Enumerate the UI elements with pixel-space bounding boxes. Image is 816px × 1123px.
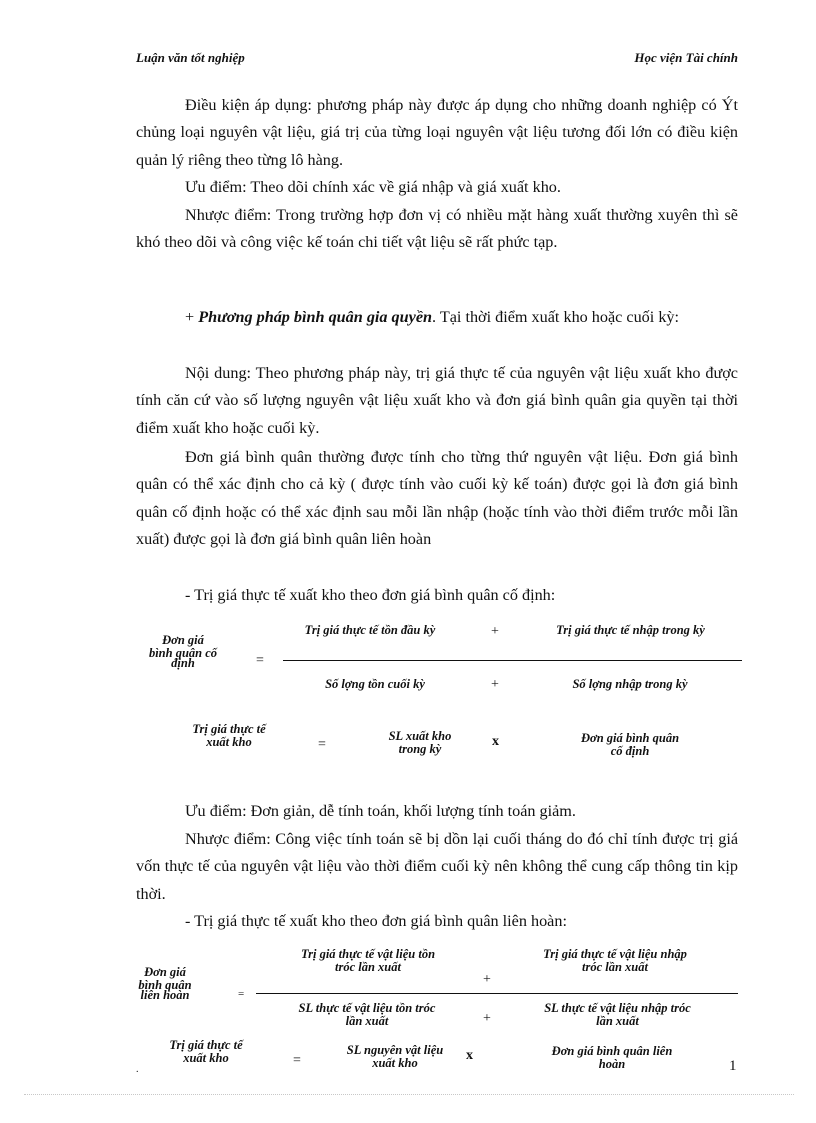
page-bottom-divider xyxy=(24,1094,794,1095)
method-title: Phương pháp bình quân gia quyền xyxy=(198,308,433,326)
formula1-equals: = xyxy=(256,653,264,668)
formula2-operand-a-line1: SL xuất kho xyxy=(388,729,452,743)
paragraph-disadvantages: Nhược điểm: Trong trường hợp đơn vị có nhiều mặt hàng xuất thường xuyên thì sẽ khó theo dõi và công việc kế toán chi tiết vật liệu sẽ rất phức tạp. xyxy=(136,206,738,252)
formula2-lhs xyxy=(170,723,288,749)
formula3-lhs-line3: liên hoàn xyxy=(140,988,190,1002)
paragraph-fixed-average-heading: - Trị giá thực tế xuất kho theo đơn giá bình quân cố định: xyxy=(185,586,556,604)
formula3-numerator-b-line2: tróc lần xuất xyxy=(582,960,648,974)
formula1-denominator-b: Số lợng nhập trong kỳ xyxy=(572,677,688,691)
formula3-denominator-a-line2: lần xuất xyxy=(345,1014,389,1028)
formula2-operand-b-line2: cố định xyxy=(610,744,650,758)
formula4-lhs-line2: xuất kho xyxy=(183,1051,229,1065)
formula3-denominator-a xyxy=(262,1002,472,1028)
formula1-denominator-a: Số lợng tồn cuối kỳ xyxy=(325,677,425,691)
formula3-numerator-b xyxy=(510,948,720,974)
formula3-numerator-a-line2: tróc lần xuất xyxy=(335,960,401,974)
method-rest: . Tại thời điểm xuất kho hoặc cuối kỳ: xyxy=(432,308,680,326)
paragraph-weighted-average-method xyxy=(136,304,738,331)
formula4-times: x xyxy=(466,1048,473,1063)
paragraph-advantages: Ưu điểm: Theo dõi chính xác về giá nhập và giá xuất kho. xyxy=(185,178,561,196)
formula3-denominator-b xyxy=(510,1002,725,1028)
formula3-numerator-b-line1: Trị giá thực tế vật liệu nhập xyxy=(543,947,687,961)
formula3-lhs-line1: Đơn giá xyxy=(144,965,186,979)
formula2-operand-a-line2: trong kỳ xyxy=(398,742,442,756)
formula3-numerator-plus: + xyxy=(483,972,491,987)
formula1-numerator-b: Trị giá thực tế nhập trong kỳ xyxy=(556,623,705,637)
formula3-denominator-plus: + xyxy=(483,1011,491,1026)
formula4-operand-b-line2: hoàn xyxy=(598,1057,626,1071)
formula1-lhs-line3: định xyxy=(171,656,195,670)
header-left-title: Luận văn tốt nghiệp xyxy=(136,50,245,65)
formula4-operand-a-line1: SL nguyên vật liệu xyxy=(346,1043,444,1057)
paragraph-advantages-2: Ưu điểm: Đơn giản, dễ tính toán, khối lượng tính toán giảm. xyxy=(185,802,576,820)
formula2-operand-b xyxy=(555,732,705,758)
formula4-operand-a xyxy=(320,1044,470,1070)
formula1-numerator-a: Trị giá thực tế tồn đầu kỳ xyxy=(304,623,436,637)
formula4-equals: = xyxy=(293,1053,301,1068)
formula4-operand-b-line1: Đơn giá bình quân liên xyxy=(551,1044,673,1058)
formula1-fraction-bar xyxy=(283,660,742,661)
page-number: 1 xyxy=(729,1058,737,1074)
paragraph-content: Nội dung: Theo phương pháp này, trị giá thực tế của nguyên vật liệu xuất kho được tính căn cứ vào số lượng nguyên vật liệu xuất kho và đơn giá bình quân gia quyền tại thời điểm xuất kho hoặc cuối kỳ. xyxy=(136,364,738,437)
footer-dot: . xyxy=(136,1064,139,1075)
formula2-operand-a xyxy=(360,730,480,756)
formula2-operand-b-line1: Đơn giá bình quân xyxy=(580,731,680,745)
formula2-lhs-line1: Trị giá thực tế xyxy=(192,722,266,736)
formula3-denominator-b-line1: SL thực tế vật liệu nhập tróc xyxy=(544,1001,691,1015)
formula1-lhs-line2: bình quân cố xyxy=(148,646,218,660)
formula2-times: x xyxy=(492,734,499,749)
formula4-lhs xyxy=(148,1039,264,1065)
formula4-lhs-line1: Trị giá thực tế xyxy=(169,1038,243,1052)
formula3-equals: = xyxy=(238,988,245,1000)
formula2-lhs-line2: xuất kho xyxy=(206,735,252,749)
formula1-denominator-plus: + xyxy=(491,677,499,692)
formula1-numerator-plus: + xyxy=(491,624,499,639)
formula3-numerator-a xyxy=(268,948,468,974)
formula3-lhs xyxy=(130,966,200,1002)
paragraph-moving-average-heading: - Trị giá thực tế xuất kho theo đơn giá bình quân liên hoàn: xyxy=(185,912,567,930)
paragraph-disadvantages-2: Nhược điểm: Công việc tính toán sẽ bị dồn lại cuối tháng do đó chỉ tính được trị giá vốn thực tế của nguyên vật liệu vào thời điểm cuối kỳ nên không thể cung cấp thông tin kịp thời. xyxy=(136,830,738,903)
formula4-operand-b xyxy=(527,1045,697,1071)
method-prefix: + xyxy=(185,308,199,326)
formula1-lhs xyxy=(143,634,223,670)
formula3-denominator-a-line1: SL thực tế vật liệu tồn tróc xyxy=(298,1001,436,1015)
formula3-numerator-a-line1: Trị giá thực tế vật liệu tồn xyxy=(300,947,436,961)
paragraph-average-price: Đơn giá bình quân thường được tính cho từng thứ nguyên vật liệu. Đơn giá bình quân có thể xác định cho cả kỳ ( được tính vào cuối kỳ kế toán) được gọi là đơn giá bình quân cố định hoặc có thể xác định sau mỗi lần nhập (hoặc tính vào thời điểm trước mỗi lần xuất) được gọi là đơn giá bình quân liên hoàn xyxy=(136,448,738,549)
formula3-denominator-b-line2: lần xuất xyxy=(596,1014,639,1028)
formula3-lhs-line2: bình quân xyxy=(138,978,192,992)
formula2-equals: = xyxy=(318,737,326,752)
formula4-operand-a-line2: xuất kho xyxy=(372,1056,418,1070)
paragraph-conditions: Điều kiện áp dụng: phương pháp này được áp dụng cho những doanh nghiệp có Ýt chủng loại nguyên vật liệu, giá trị của từng loại nguyên vật liệu tương đối lớn có điều kiện quản lý riêng theo từng lô hàng. xyxy=(136,96,738,169)
formula3-fraction-bar xyxy=(256,993,738,994)
header-right-title: Học viện Tài chính xyxy=(634,50,738,65)
formula1-lhs-line1: Đơn giá xyxy=(162,633,204,647)
